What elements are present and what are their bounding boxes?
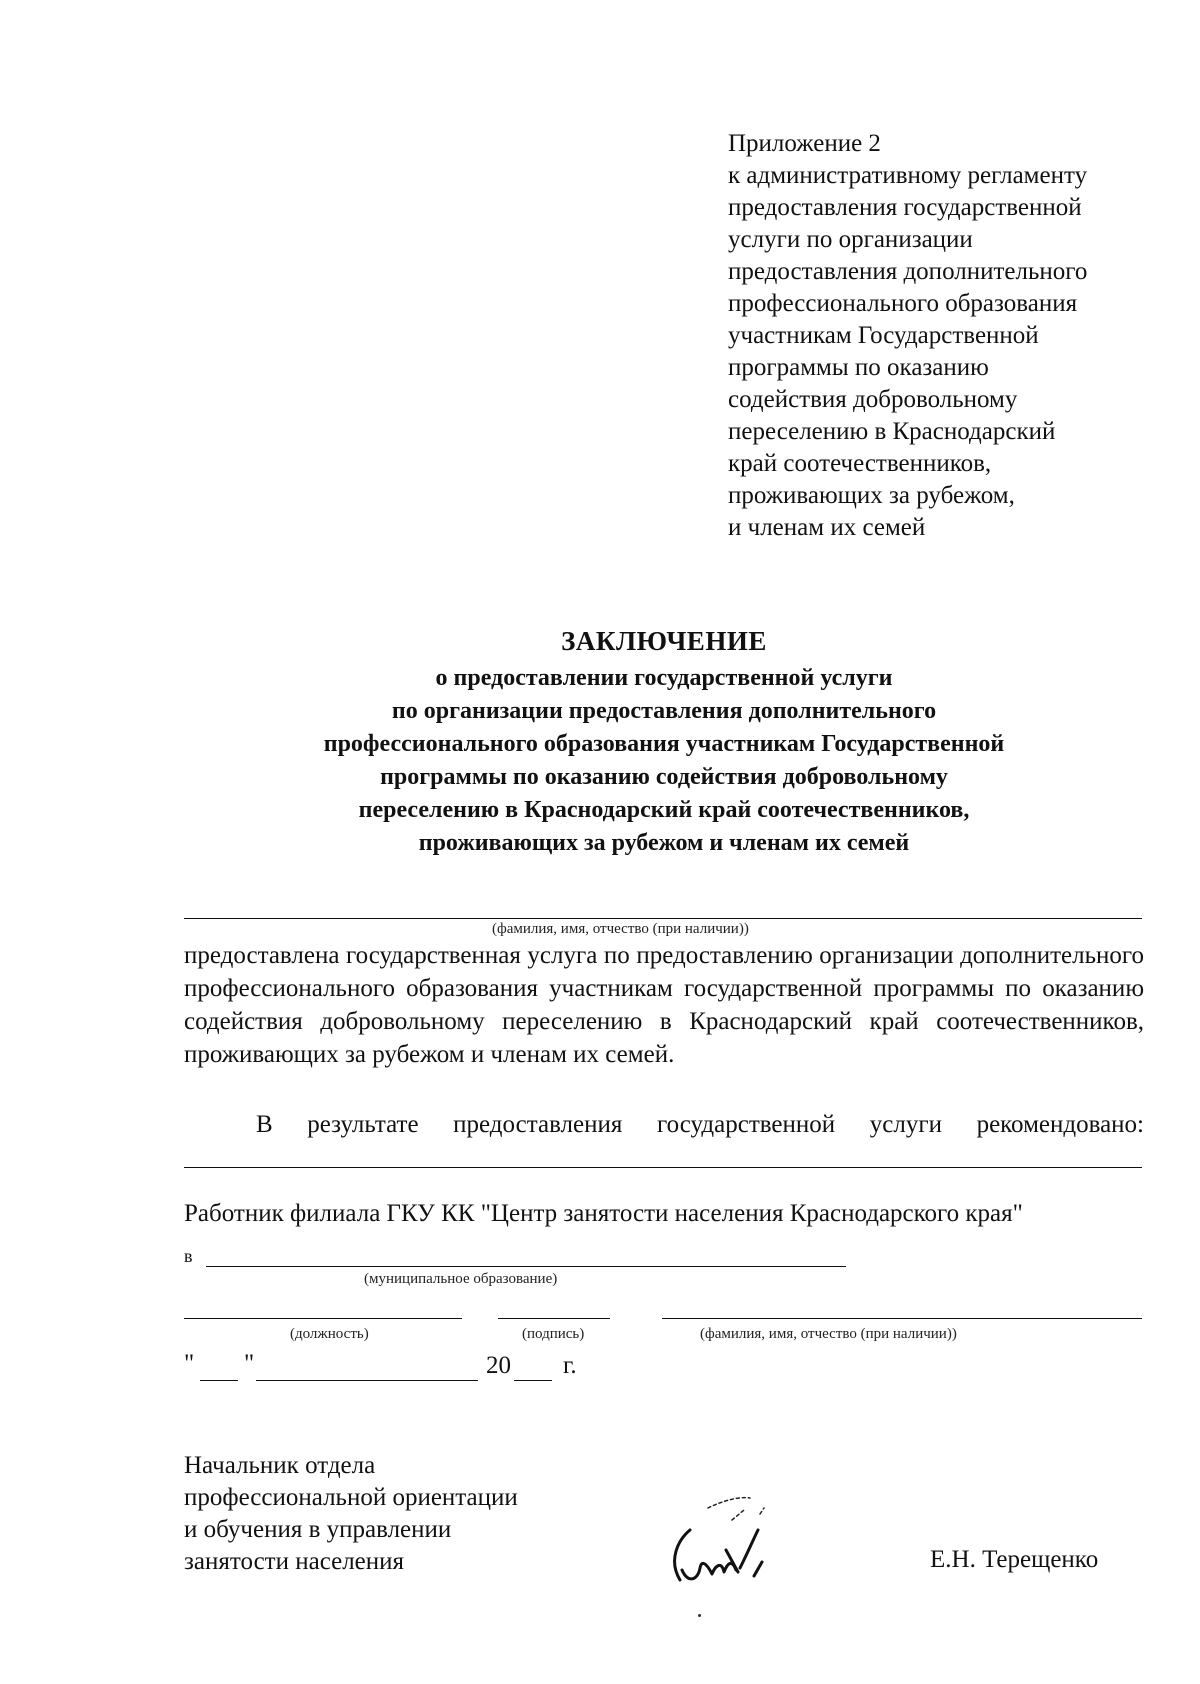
signature-line	[498, 1318, 610, 1319]
date-quote-open: "	[184, 1350, 195, 1377]
signature-caption: (подпись)	[522, 1326, 585, 1342]
fio-caption-2: (фамилия, имя, отчество (при наличии))	[700, 1326, 957, 1342]
handwritten-signature	[668, 1480, 798, 1600]
appendix-block: Приложение 2 к административному регламенту предоставления государственной услуги по организации предоставления дополнительного профессионального образования участникам Государственной программы по оказанию содействия добровольному переселению в Краснодарский край соотечественников, проживающих за рубежом, и членам их семей	[728, 130, 1088, 541]
municipal-prefix: в	[184, 1246, 193, 1266]
document-subtitle: о предоставлении государственной услуги по организации предоставления дополнительного профессионального образования участникам Государственной программы по оказанию содействия добровольному переселению в Краснодарский край соотечественников, проживающих за рубежом и членам их семей	[323, 665, 1005, 856]
head-name: Е.Н. Терещенко	[930, 1546, 1099, 1573]
scan-speck	[698, 1614, 701, 1617]
position-caption: (должность)	[290, 1326, 369, 1342]
municipal-caption: (муниципальное образование)	[364, 1271, 558, 1287]
document-title: ЗАКЛЮЧЕНИЕ	[561, 626, 767, 656]
position-line	[184, 1318, 462, 1319]
fio-caption: (фамилия, имя, отчество (при наличии))	[492, 921, 749, 937]
head-title: Начальник отдела профессиональной ориентации и обучения в управлении занятости населения	[184, 1452, 518, 1575]
date-year-line	[514, 1380, 552, 1381]
date-year-prefix: 20	[486, 1352, 511, 1379]
fio-line	[184, 918, 1142, 919]
date-quote-close: "	[244, 1350, 255, 1377]
municipal-line	[206, 1266, 846, 1267]
date-month-line	[256, 1380, 478, 1381]
result-line	[184, 1167, 1142, 1168]
fio-line-2	[662, 1318, 1142, 1319]
date-day-line	[200, 1380, 238, 1381]
body-paragraph: предоставлена государственная услуга по предоставлению организации дополнительного профессионального образования участникам государственной программы по оказанию содействия добровольному переселению в Краснодарский край соотечественников, проживающих за рубежом и членам их семей.	[184, 942, 1144, 1068]
worker-label: Работник филиала ГКУ КК "Центр занятости населения Краснодарского края"	[184, 1200, 1023, 1227]
result-paragraph: В результате предоставления государственной услуги рекомендовано:	[256, 1111, 1144, 1138]
date-year-suffix: г.	[563, 1352, 577, 1379]
